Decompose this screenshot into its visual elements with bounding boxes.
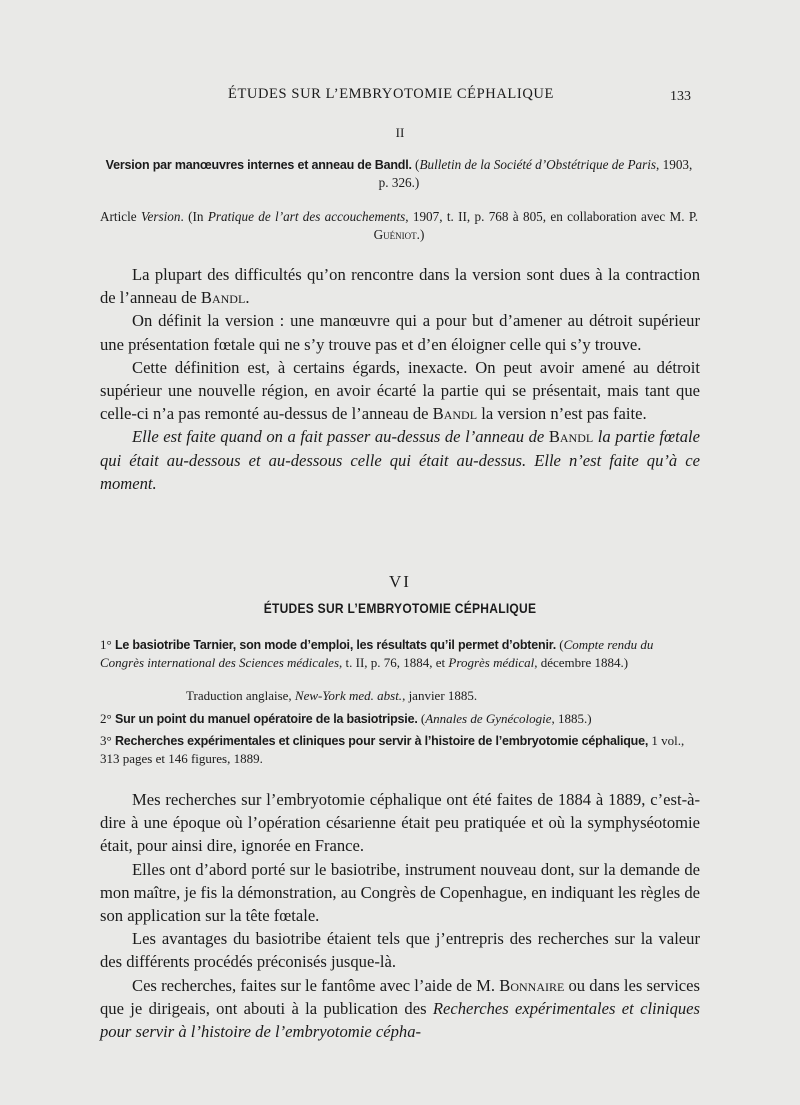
bibliography-title: Le basiotribe Tarnier, son mode d’emploi, les résultats qu’il permet d’obtenir. [114, 638, 556, 652]
bibliography-item-2: 2° Sur un point du manuel opératoire de la basiotripsie. (Annales de Gynécologie, 1885.) [100, 711, 592, 726]
reference-bandl: Version par manœuvres internes et anneau de Bandl. (Bulletin de la Société d’Obstétrique de Paris, 1903, p. 326.) [105, 157, 693, 190]
bibliography-title: Recherches expérimentales et cliniques pour servir à l’histoire de l’embryotomie céphalique, [114, 734, 649, 748]
journal-name: Compte rendu du Congrès international des Sciences médicales [100, 637, 654, 670]
bibliography-item-1: 1° Le basiotribe Tarnier, son mode d’emploi, les résultats qu’il permet d’obtenir. (Compte rendu du Congrès international des Sciences médicales, t. II, p. 76, 1884, et Progrès médical, décembre 1884.) [100, 637, 654, 670]
journal-name: Bulletin de la Société d’Obstétrique de Paris [419, 157, 657, 172]
paragraph: Mes recherches sur l’embryotomie céphalique ont été faites de 1884 à 1889, c’est-à-dire à une époque où l’opération césarienne était peu pratiquée et où la symphyséotomie était, pour ainsi dire, ignorée en France. [100, 790, 700, 856]
reference-title: Version par manœuvres internes et anneau de Bandl. [105, 158, 412, 172]
paragraph: Les avantages du basiotribe étaient tels que j’entrepris des recherches sur la valeur des différents procédés préconisés jusque-là. [100, 929, 700, 972]
reference-article-version: Article Version. (In Pratique de l’art des accouchements, 1907, t. II, p. 768 à 805, en collaboration avec M. P. Guéniot.) [100, 209, 698, 242]
author-name: Bandl [548, 427, 594, 447]
author-name: Bandl [200, 288, 246, 308]
article-title: Version [140, 209, 181, 224]
journal-name: New-York med. abst. [294, 688, 403, 703]
running-title: ÉTUDES SUR L’EMBRYOTOMIE CÉPHALIQUE [228, 86, 554, 102]
running-header [0, 86, 800, 106]
paragraph: Elles ont d’abord porté sur le basiotribe, instrument nouveau dont, sur la demande de mon maître, je fis la démonstration, au Congrès de Copenhague, en indiquant les règles de son application sur la tête fœtale. [100, 859, 700, 926]
journal-name: Progrès médical [448, 655, 535, 670]
bibliography-item-3: 3° Recherches expérimentales et cliniques pour servir à l’histoire de l’embryotomie céphalique, 1 vol., 313 pages et 146 figures, 1889. [100, 733, 685, 766]
section-numeral-ii: II [395, 125, 405, 140]
author-name: Bonnaire [499, 975, 565, 995]
author-name: Guéniot [373, 227, 417, 242]
journal-name: Annales de Gynécologie [425, 711, 552, 726]
book-title: Pratique de l’art des accouchements [207, 209, 406, 224]
section-vi-body [100, 788, 700, 1043]
section-numeral-vi: VI [389, 572, 411, 591]
paragraph-italic: Elle est faite quand on a fait passer au-dessus de l’anneau de Bandl la partie fœtale qui était au-dessous et au-dessous celle qui était au-dessus. Elle n’est faite qu’à ce moment. [100, 427, 700, 493]
paragraph: On définit la version : une manœuvre qui a pour but d’amener au détroit supérieur une présentation fœtale qui ne s’y trouve pas et d’en éloigner celle qui s’y trouve. [100, 311, 700, 354]
page-number: 133 [670, 89, 691, 104]
paragraph: Ces recherches, faites sur le fantôme avec l’aide de M. Bonnaire ou dans les services que je dirigeais, ont abouti à la publication des Recherches expérimentales et cliniques pour servir à l’histoire de l’embryotomie cépha- [100, 975, 700, 1042]
section-ii-body [100, 263, 700, 495]
paragraph: La plupart des difficultés qu’on rencontre dans la version sont dues à la contraction de l’anneau de Bandl. [100, 265, 700, 308]
paragraph: Cette définition est, à certains égards, inexacte. On peut avoir amené au détroit supérieur une nouvelle région, en avoir écarté la partie qui se présentait, mais tant que celle-ci n’a pas remonté au-dessus de l’anneau de Bandl la version n’est pas faite. [100, 357, 700, 424]
translation-note: Traduction anglaise, New-York med. abst., janvier 1885. [186, 688, 478, 703]
bibliography-title: Sur un point du manuel opératoire de la basiotripsie. [114, 712, 418, 726]
author-name: Bandl [432, 404, 478, 424]
section-heading: ÉTUDES SUR L’EMBRYOTOMIE CÉPHALIQUE [263, 600, 537, 616]
book-title: Recherches expérimentales et cliniques pour servir à l’histoire de l’embryotomie cépha- [100, 998, 700, 1042]
